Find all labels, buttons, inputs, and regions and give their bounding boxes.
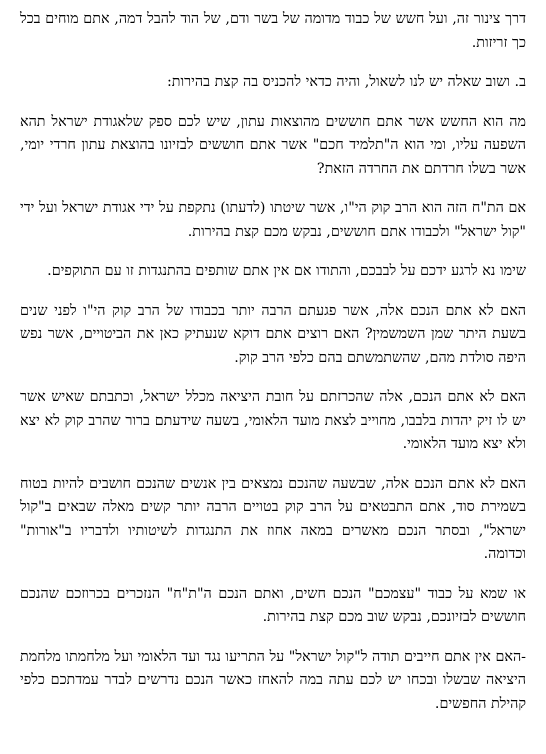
paragraph-6: האם לא אתם הנכם אלה, אשר פגעתם הרבה יותר בכבודו של הרב קוק הי"ו לפני שנים בשעת היתר שמן השמשמין? האם רוצים אתם דוקא שנעתיק כאן את הביטויים, אשר נפש היפה סולדת מהם, שהשתמשתם בהם כלפי הרב קוק. [20, 302, 526, 366]
paragraph-5: שימו נא לרגע ידכם על לבבכם, והתודו אם אין אתם שותפים בהתנגדות זו עם התוקפים. [47, 263, 526, 279]
paragraph-1: דרך צינור זה, ועל חשש של כבוד מדומה של בשר ודם, של הוד להבל דמה, אתם מוחים בכל כך זריזות. [20, 11, 526, 51]
paragraph-3: מה הוא החשש אשר אתם חוששים מהוצאות עתון, שיש לכם ספק שלאגודת ישראל תהא השפעה עליו, ומי הוא ה"תלמיד חכם" אשר אתם חוששים לבזיונו בהוצאת עתון חרדי יומי, אשר בשלו חרדתם את החרדה הזאת? [20, 113, 526, 177]
paragraph-8: האם לא אתם הנכם אלה, שבשעה שהנכם נמצאים בין אנשים שהנכם חושבים להיות בטוח בשמירת סוד, אתם התבטאים על הרב קוק בטויים הרבה יותר קשים מאלה שבאים ב"קול ישראל", ובסתר הנכם מאשרים במאה אחוז את התנגדות לשיטותיו ולדבריו ב"אורות" וכדומה. [20, 475, 526, 562]
paragraph-2: ב. ושוב שאלה יש לנו לשאול, והיה כדאי להכניס בה קצת בהירות: [166, 74, 526, 90]
paragraph-9: או שמא על כבוד "עצמכם" הנכם חשים, ואתם הנכם ה"ת"ח" הנזכרים בכרוזכם שהנכם חוששים לבזיונכם, נבקש שוב מכם קצת בהירות. [20, 585, 526, 625]
paragraph-10: -האם אין אתם חייבים תודה ל"קול ישראל" על התריעו נגד ועד הלאומי ועל מלחמתו מלחמת היציאה שבשלו ובכחו יש לכם עתה במה להאחז כאשר הנכם נדרשים לבדר עמדתכם כלפי קהילת החפשים. [20, 648, 526, 712]
paragraph-4: אם הת"ח הזה הוא הרב קוק הי"ו, אשר שיטתו (לדעתו) נתקפת על ידי אגודת ישראל ועל ידי "קול ישראל" ולכבודו אתם חוששים, נבקש מכם קצת בהירות. [20, 200, 526, 240]
paragraph-7: האם לא אתם הנכם, אלה שהכרזתם על חובת היציאה מכלל ישראל, וכתבתם שאיש אשר יש לו זיק יהדות בלבבו, מחוייב לצאת מועד הלאומי, בשעה שידעתם ברור שהרב קוק לא יצא ולא יצא מועד הלאומי. [20, 389, 526, 452]
